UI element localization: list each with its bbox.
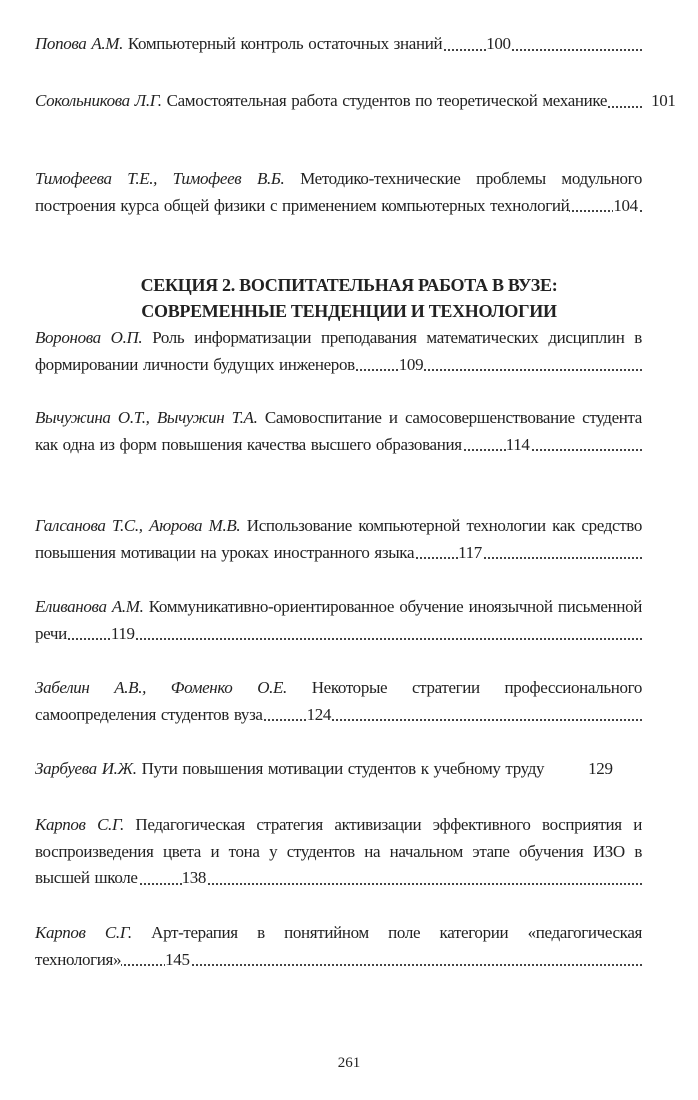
toc-entry <box>35 31 642 58</box>
section-heading-line2: СОВРЕМЕННЫЕ ТЕНДЕНЦИИ И ТЕХНОЛОГИИ <box>141 300 557 321</box>
toc-entry <box>35 920 642 973</box>
entry-page: 114 <box>505 434 530 454</box>
page-number: 261 <box>337 1055 361 1071</box>
toc-entry <box>35 325 642 378</box>
section-heading-line1: СЕКЦИЯ 2. ВОСПИТАТЕЛЬНАЯ РАБОТА В ВУЗЕ: <box>140 275 558 295</box>
toc-entry <box>35 756 642 783</box>
entry-title: Коммуникативно-ориентированное обучение иноязычной письменной речи <box>35 597 643 643</box>
toc-entry <box>35 513 642 566</box>
entry-page: 101 <box>651 91 676 110</box>
toc-entry <box>35 166 642 219</box>
entry-title: Самостоятельная работа студентов по теоретической механике <box>166 91 608 110</box>
entry-author: Карпов С.Г. <box>35 923 132 942</box>
entry-author: Еливанова А.М. <box>35 597 144 616</box>
toc-entry <box>35 812 642 892</box>
entry-title: Самовоспитание и самосовершенствование студента как одна из форм повышения качества высшего образования <box>35 408 642 454</box>
entry-page: 129 <box>588 759 613 778</box>
toc-entry <box>35 675 642 728</box>
entry-author: Тимофеева Т.Е., Тимофеев В.Б. <box>35 169 285 188</box>
entry-author: Карпов С.Г. <box>35 815 124 834</box>
entry-title: Использование компьютерной технологии как средство повышения мотивации на уроках иностранного языка <box>35 516 643 562</box>
entry-title: Педагогическая стратегия активизации эффективного восприятия и воспроизведения цвета и тона у студентов на начальном этапе обучения ИЗО в высшей школе <box>35 815 643 887</box>
entry-title: Компьютерный контроль остаточных знаний <box>127 34 443 53</box>
entry-author: Вычужина О.Т., Вычужин Т.А. <box>35 408 258 427</box>
entry-page: 104 <box>613 195 638 215</box>
entry-page: 124 <box>306 704 332 724</box>
entry-page: 117 <box>458 542 482 562</box>
entry-author: Забелин А.В., Фоменко О.Е. <box>35 678 287 697</box>
entry-author: Сокольникова Л.Г. <box>35 91 162 110</box>
entry-page: 138 <box>181 868 207 887</box>
entry-page: 119 <box>110 623 135 643</box>
entry-author: Попова А.М. <box>35 34 123 53</box>
entry-author: Воронова О.П. <box>35 328 143 347</box>
toc-entry <box>35 88 676 115</box>
entry-page: 109 <box>398 354 424 374</box>
toc-entry <box>35 405 642 458</box>
entry-title: Некоторые стратегии профессионального самоопределения студентов вуза <box>35 678 643 724</box>
entry-page: 145 <box>165 949 190 969</box>
toc-entry <box>35 594 642 647</box>
entry-title: Методико-технические проблемы модульного построения курса общей физики с применением компьютерных технологий <box>35 169 642 215</box>
entry-author: Зарбуева И.Ж. <box>35 759 137 778</box>
entry-title: Арт-терапия в понятийном поле категории «педагогическая технология» <box>35 923 642 969</box>
section-heading <box>0 273 698 324</box>
entry-author: Галсанова Т.С., Аюрова М.В. <box>35 516 241 535</box>
entry-page: 100 <box>486 34 511 53</box>
entry-title: Пути повышения мотивации студентов к учебному труду <box>141 759 545 778</box>
entry-title: Роль информатизации преподавания математических дисциплин в формировании личности будущих инженеров <box>35 328 642 374</box>
